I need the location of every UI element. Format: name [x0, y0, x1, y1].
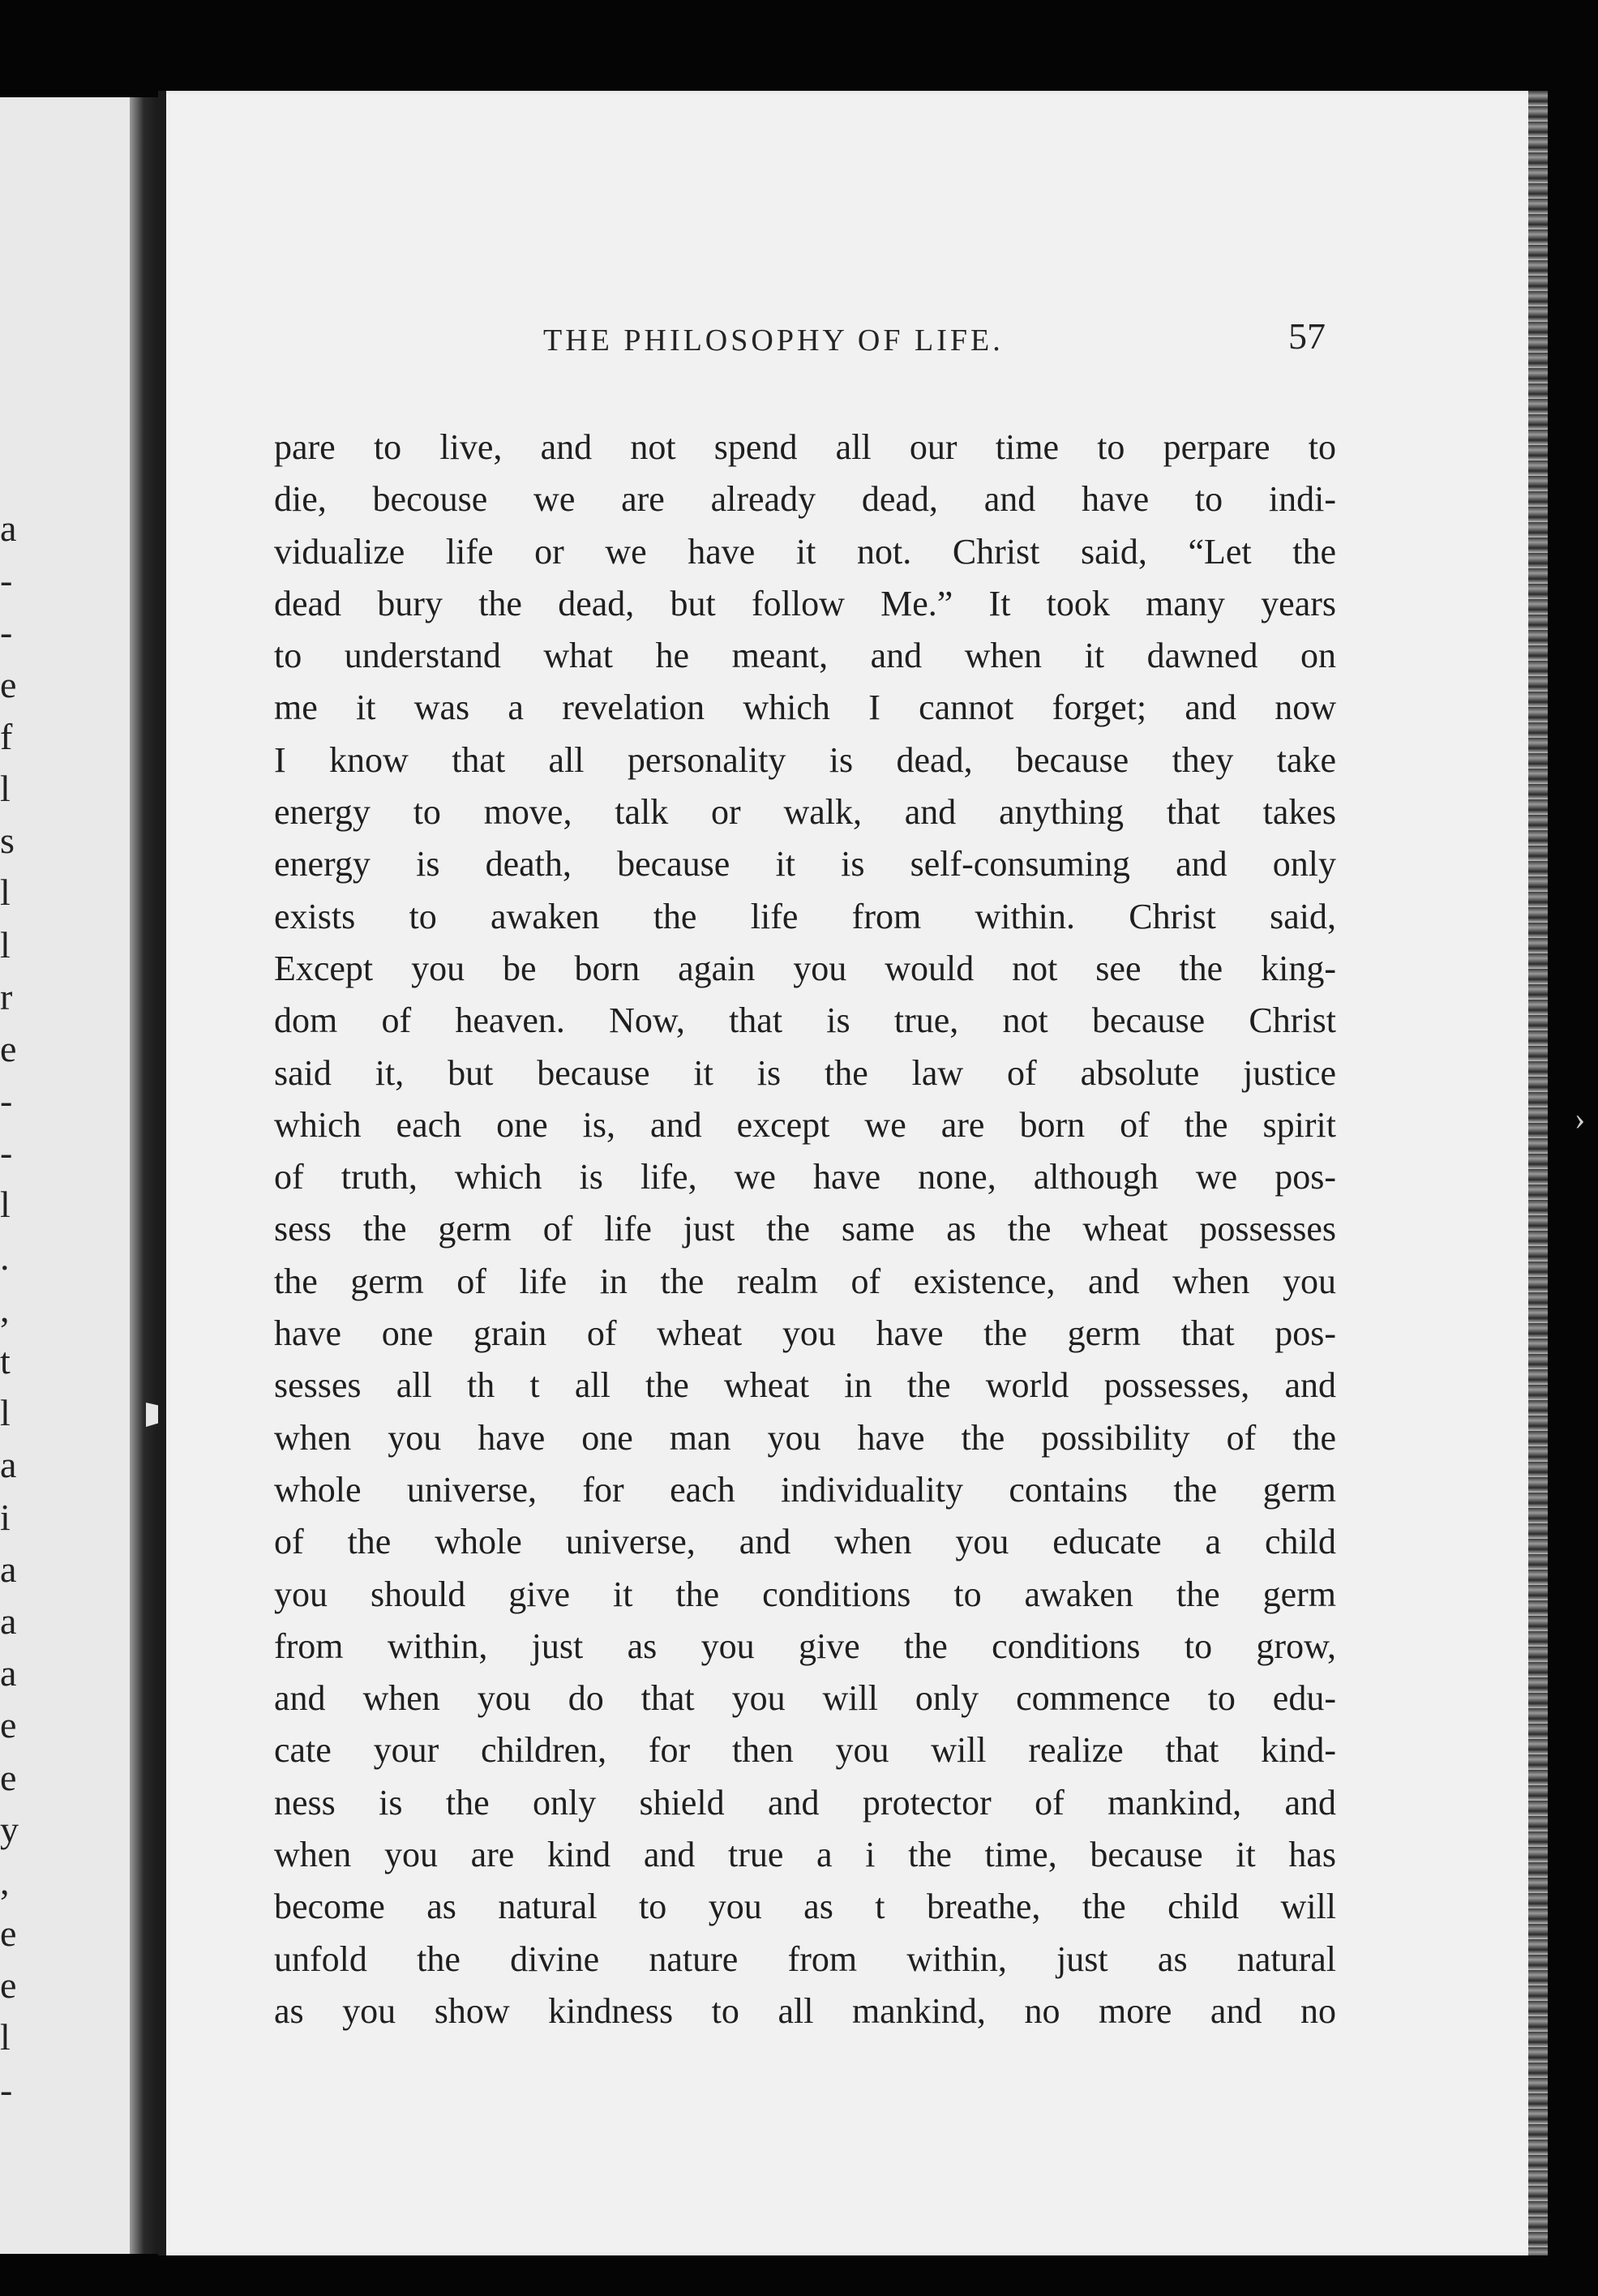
facing-page-line-end: l [0, 1184, 11, 1226]
facing-page-line-ends [0, 503, 24, 2116]
text-line: sesses all th t all the wheat in the world possesses, and [274, 1365, 1336, 1406]
text-line: which each one is, and except we are born of the spirit [274, 1104, 1336, 1145]
text-line: of the whole universe, and when you educate a child [274, 1522, 1336, 1562]
text-line: when you are kind and true a i the time, because it has [274, 1835, 1336, 1875]
facing-page-line-end: l [0, 1392, 11, 1434]
facing-page-line-end: s [0, 820, 15, 862]
page-number: 57 [1288, 315, 1326, 357]
facing-page-line-end: a [0, 1600, 17, 1642]
facing-page-line-end: , [0, 1860, 10, 1902]
text-line: dead bury the dead, but follow Me.” It took many years [274, 583, 1336, 623]
text-line: to understand what he meant, and when it dawned on [274, 636, 1336, 676]
text-line: whole universe, for each individuality contains the germ [274, 1469, 1336, 1510]
text-line: ness is the only shield and protector of mankind, and [274, 1782, 1336, 1823]
facing-page-line-end: e [0, 1964, 17, 2007]
facing-page-line-end: l [0, 923, 11, 966]
text-line: energy is death, because it is self-consuming and only [274, 844, 1336, 885]
facing-page-line-end: e [0, 1913, 17, 1955]
facing-page-line-end: e [0, 1756, 17, 1798]
text-line: unfold the divine nature from within, just as natural [274, 1938, 1336, 1979]
text-line: me it was a revelation which I cannot forget; and now [274, 688, 1336, 728]
facing-page-line-end: a [0, 508, 17, 549]
facing-page-line-end: - [0, 611, 13, 653]
facing-page-line-end: . [0, 1236, 10, 1278]
text-line: when you have one man you have the possibility of the [274, 1417, 1336, 1458]
text-line: from within, just as you give the conditions to grow, [274, 1626, 1336, 1666]
text-line: have one grain of wheat you have the germ that pos- [274, 1313, 1336, 1354]
text-line: dom of heaven. Now, that is true, not because Christ [274, 1000, 1336, 1041]
facing-page-line-end: l [0, 872, 11, 914]
text-line: I know that all personality is dead, because they take [274, 739, 1336, 780]
facing-page-line-end: - [0, 1132, 13, 1174]
text-line: and when you do that you will only commence to edu- [274, 1678, 1336, 1719]
text-line: cate your children, for then you will realize that kind- [274, 1730, 1336, 1771]
facing-page-line-end: e [0, 1704, 17, 1746]
facing-page-line-end: l [0, 767, 11, 809]
body-text [274, 422, 1336, 2037]
facing-page-line-end: e [0, 1027, 17, 1069]
text-line: the germ of life in the realm of existence, and when you [274, 1261, 1336, 1301]
text-line: you should give it the conditions to awaken the germ [274, 1574, 1336, 1614]
text-line: become as natural to you as t breathe, the child will [274, 1887, 1336, 1927]
facing-page-line-end: i [0, 1496, 11, 1538]
text-line: exists to awaken the life from within. Christ said, [274, 896, 1336, 936]
facing-page-line-end: t [0, 1340, 11, 1381]
facing-page-line-end: , [0, 1287, 10, 1330]
facing-page-line-end: - [0, 1080, 13, 1122]
text-line: as you show kindness to all mankind, no more and no [274, 1990, 1336, 2031]
running-head: THE PHILOSOPHY OF LIFE. [543, 323, 1004, 358]
facing-page-line-end: y [0, 1808, 19, 1850]
page-header [482, 315, 1326, 363]
facing-page-line-end: - [0, 559, 13, 602]
text-line: vidualize life or we have it not. Christ said, “Let the [274, 531, 1336, 572]
facing-page-line-end: a [0, 1444, 17, 1486]
text-line: energy to move, talk or walk, and anything that takes [274, 792, 1336, 833]
facing-page-line-end: a [0, 1548, 17, 1590]
facing-page-line-end: f [0, 715, 13, 757]
page-edge [1528, 91, 1548, 2255]
facing-page-line-end: r [0, 975, 13, 1017]
text-line: pare to live, and not spend all our time to perpare to [274, 427, 1336, 467]
facing-page [0, 97, 130, 2254]
text-line: die, becouse we are already dead, and have to indi- [274, 479, 1336, 520]
facing-page-line-end: l [0, 2016, 11, 2058]
facing-page-line-end: a [0, 1652, 17, 1694]
text-line: said it, but because it is the law of absolute justice [274, 1052, 1336, 1093]
clip-mark: › [1574, 1100, 1586, 1137]
text-line: sess the germ of life just the same as the wheat possesses [274, 1209, 1336, 1249]
text-line: of truth, which is life, we have none, although we pos- [274, 1157, 1336, 1197]
text-line: Except you be born again you would not see the king- [274, 948, 1336, 988]
facing-page-line-end: e [0, 663, 17, 705]
facing-page-line-end: - [0, 2068, 13, 2110]
